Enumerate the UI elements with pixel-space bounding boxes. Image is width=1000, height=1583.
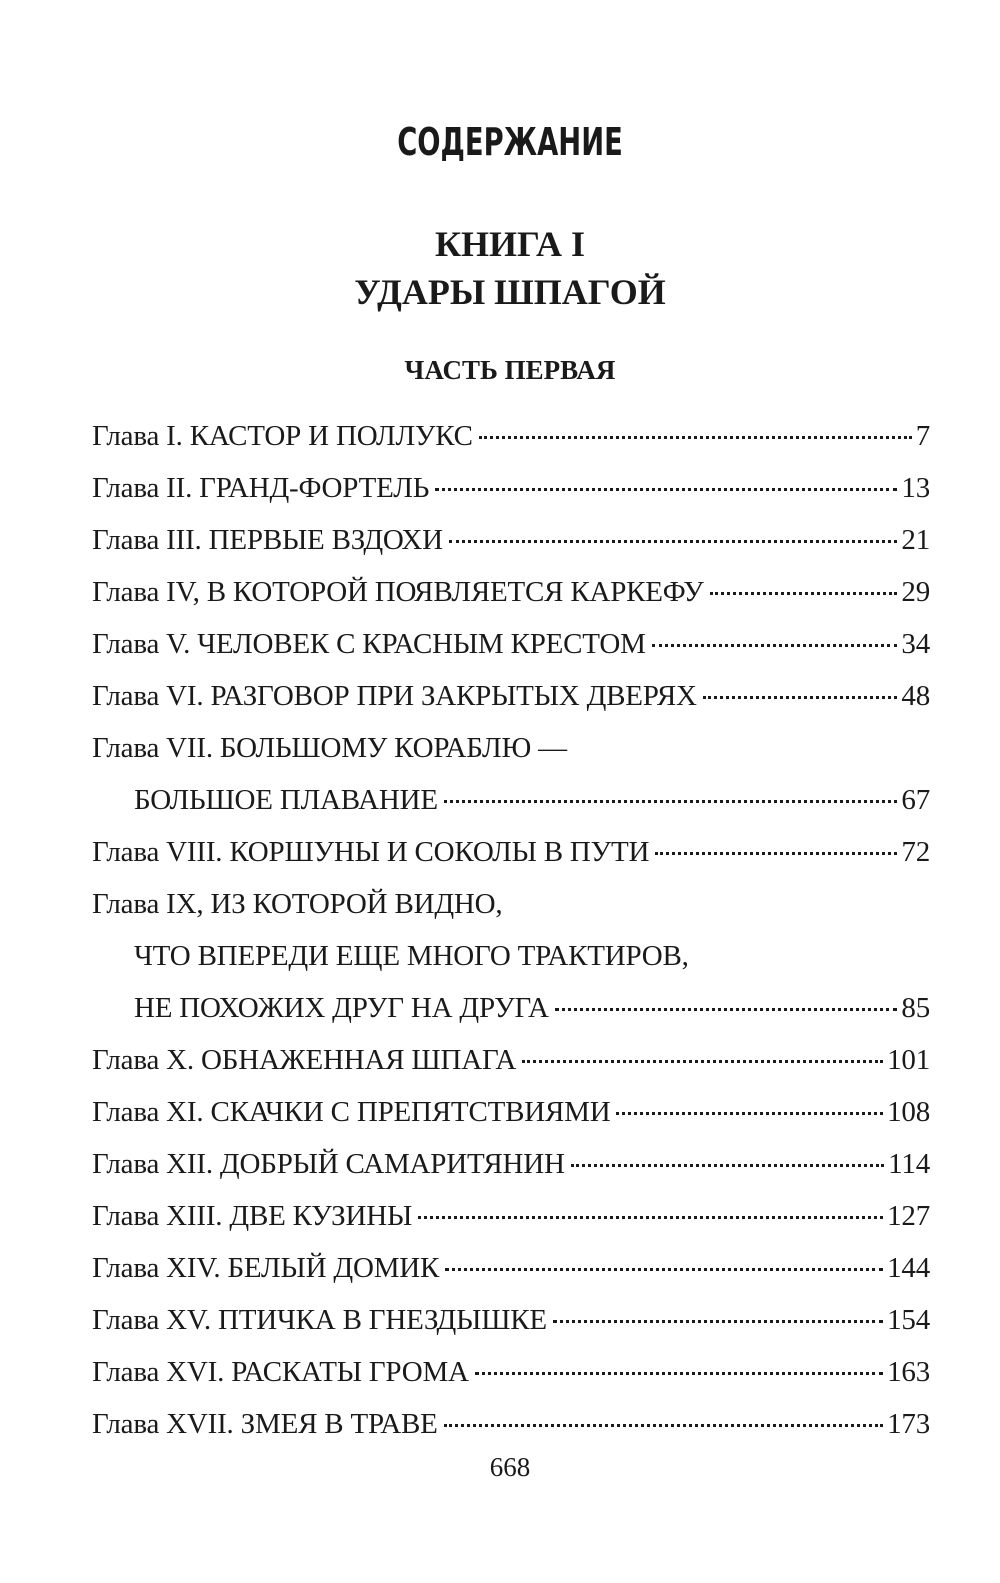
toc-entry-line: [92, 670, 930, 722]
chapter-page-number: 7: [915, 420, 930, 452]
toc-entry-line: [92, 982, 930, 1034]
dot-leader: [444, 1424, 883, 1427]
toc-entry[interactable]: [92, 722, 930, 826]
chapter-title: Глава II. ГРАНД-ФОРТЕЛЬ: [92, 472, 430, 504]
toc-entry[interactable]: [92, 410, 930, 462]
dot-leader: [445, 1268, 883, 1271]
dot-leader: [449, 540, 898, 543]
toc-entry-line: [92, 930, 930, 982]
chapter-page-number: 34: [901, 628, 930, 660]
chapter-page-number: 163: [887, 1356, 930, 1388]
chapter-title: Глава X. ОБНАЖЕННАЯ ШПАГА: [92, 1044, 517, 1076]
chapter-page-number: 13: [901, 472, 930, 504]
toc-entry[interactable]: [92, 1242, 930, 1294]
toc-entry-line: [92, 1086, 930, 1138]
book-name: УДАРЫ ШПАГОЙ: [354, 272, 666, 312]
toc-entry[interactable]: [92, 514, 930, 566]
chapter-title: Глава VIII. КОРШУНЫ И СОКОЛЫ В ПУТИ: [92, 836, 650, 868]
page-title: СОДЕРЖАНИЕ: [397, 120, 623, 164]
chapter-page-number: 67: [901, 784, 930, 816]
chapter-title: Глава XII. ДОБРЫЙ САМАРИТЯНИН: [92, 1148, 565, 1180]
toc-entry-line: [92, 618, 930, 670]
chapter-page-number: 85: [901, 992, 930, 1024]
chapter-title: Глава V. ЧЕЛОВЕК С КРАСНЫМ КРЕСТОМ: [92, 628, 646, 660]
toc-entry-line: [92, 1242, 930, 1294]
chapter-title: БОЛЬШОЕ ПЛАВАНИЕ: [134, 784, 438, 816]
toc-entry[interactable]: [92, 618, 930, 670]
toc-entry[interactable]: [92, 670, 930, 722]
chapter-page-number: 144: [887, 1252, 930, 1284]
dot-leader: [479, 436, 912, 439]
toc-entry-line: [92, 774, 930, 826]
book-heading: [0, 220, 1000, 316]
toc-entry-line: [92, 826, 930, 878]
toc-entry[interactable]: [92, 462, 930, 514]
toc-entry-line: [92, 514, 930, 566]
chapter-title: Глава XVI. РАСКАТЫ ГРОМА: [92, 1356, 469, 1388]
chapter-title: Глава IX, ИЗ КОТОРОЙ ВИДНО,: [92, 888, 503, 920]
toc-entry[interactable]: [92, 1294, 930, 1346]
table-of-contents: [92, 410, 930, 1450]
toc-entry-line: [92, 1034, 930, 1086]
dot-leader: [555, 1008, 898, 1011]
chapter-page-number: 101: [887, 1044, 930, 1076]
chapter-title: Глава XV. ПТИЧКА В ГНЕЗДЫШКЕ: [92, 1304, 547, 1336]
toc-entry-line: [92, 462, 930, 514]
chapter-title: Глава III. ПЕРВЫЕ ВЗДОХИ: [92, 524, 443, 556]
page-number: 668: [489, 1452, 531, 1482]
toc-entry-line: [92, 1294, 930, 1346]
dot-leader: [475, 1372, 883, 1375]
dot-leader: [652, 644, 898, 647]
chapter-page-number: 72: [901, 836, 930, 868]
chapter-title: ЧТО ВПЕРЕДИ ЕЩЕ МНОГО ТРАКТИРОВ,: [134, 940, 689, 972]
dot-leader: [522, 1060, 883, 1063]
toc-entry-line: [92, 1138, 930, 1190]
chapter-page-number: 29: [901, 576, 930, 608]
toc-entry-line: [92, 410, 930, 462]
dot-leader: [435, 488, 897, 491]
chapter-title: НЕ ПОХОЖИХ ДРУГ НА ДРУГА: [134, 992, 549, 1024]
toc-entry[interactable]: [92, 1086, 930, 1138]
chapter-page-number: 114: [888, 1148, 930, 1180]
toc-entry[interactable]: [92, 1346, 930, 1398]
book-number: КНИГА I: [434, 224, 586, 264]
dot-leader: [444, 800, 898, 803]
chapter-page-number: 173: [887, 1408, 930, 1440]
toc-entry-line: [92, 1190, 930, 1242]
dot-leader: [571, 1164, 884, 1167]
toc-entry-line: [92, 722, 930, 774]
toc-entry[interactable]: [92, 1398, 930, 1450]
chapter-page-number: 127: [887, 1200, 930, 1232]
toc-entry[interactable]: [92, 1138, 930, 1190]
dot-leader: [655, 852, 897, 855]
chapter-title: Глава IV, В КОТОРОЙ ПОЯВЛЯЕТСЯ КАРКЕФУ: [92, 576, 704, 608]
dot-leader: [418, 1216, 883, 1219]
dot-leader: [710, 592, 898, 595]
chapter-title: Глава XI. СКАЧКИ С ПРЕПЯТСТВИЯМИ: [92, 1096, 611, 1128]
toc-entry[interactable]: [92, 826, 930, 878]
chapter-title: Глава I. КАСТОР И ПОЛЛУКС: [92, 420, 473, 452]
toc-entry-line: [92, 1346, 930, 1398]
toc-entry-line: [92, 878, 930, 930]
toc-entry-line: [92, 566, 930, 618]
toc-entry[interactable]: [92, 1034, 930, 1086]
chapter-page-number: 108: [887, 1096, 930, 1128]
toc-entry[interactable]: [92, 1190, 930, 1242]
dot-leader: [616, 1112, 883, 1115]
chapter-page-number: 48: [901, 680, 930, 712]
chapter-page-number: 21: [901, 524, 930, 556]
chapter-page-number: 154: [887, 1304, 930, 1336]
part-heading: ЧАСТЬ ПЕРВАЯ: [404, 355, 616, 385]
chapter-title: Глава VII. БОЛЬШОМУ КОРАБЛЮ —: [92, 732, 567, 764]
chapter-title: Глава XVII. ЗМЕЯ В ТРАВЕ: [92, 1408, 438, 1440]
toc-entry[interactable]: [92, 566, 930, 618]
dot-leader: [553, 1320, 883, 1323]
chapter-title: Глава XIII. ДВЕ КУЗИНЫ: [92, 1200, 413, 1232]
toc-entry-line: [92, 1398, 930, 1450]
chapter-title: Глава XIV. БЕЛЫЙ ДОМИК: [92, 1252, 440, 1284]
toc-entry[interactable]: [92, 878, 930, 1034]
dot-leader: [703, 696, 898, 699]
chapter-title: Глава VI. РАЗГОВОР ПРИ ЗАКРЫТЫХ ДВЕРЯХ: [92, 680, 697, 712]
